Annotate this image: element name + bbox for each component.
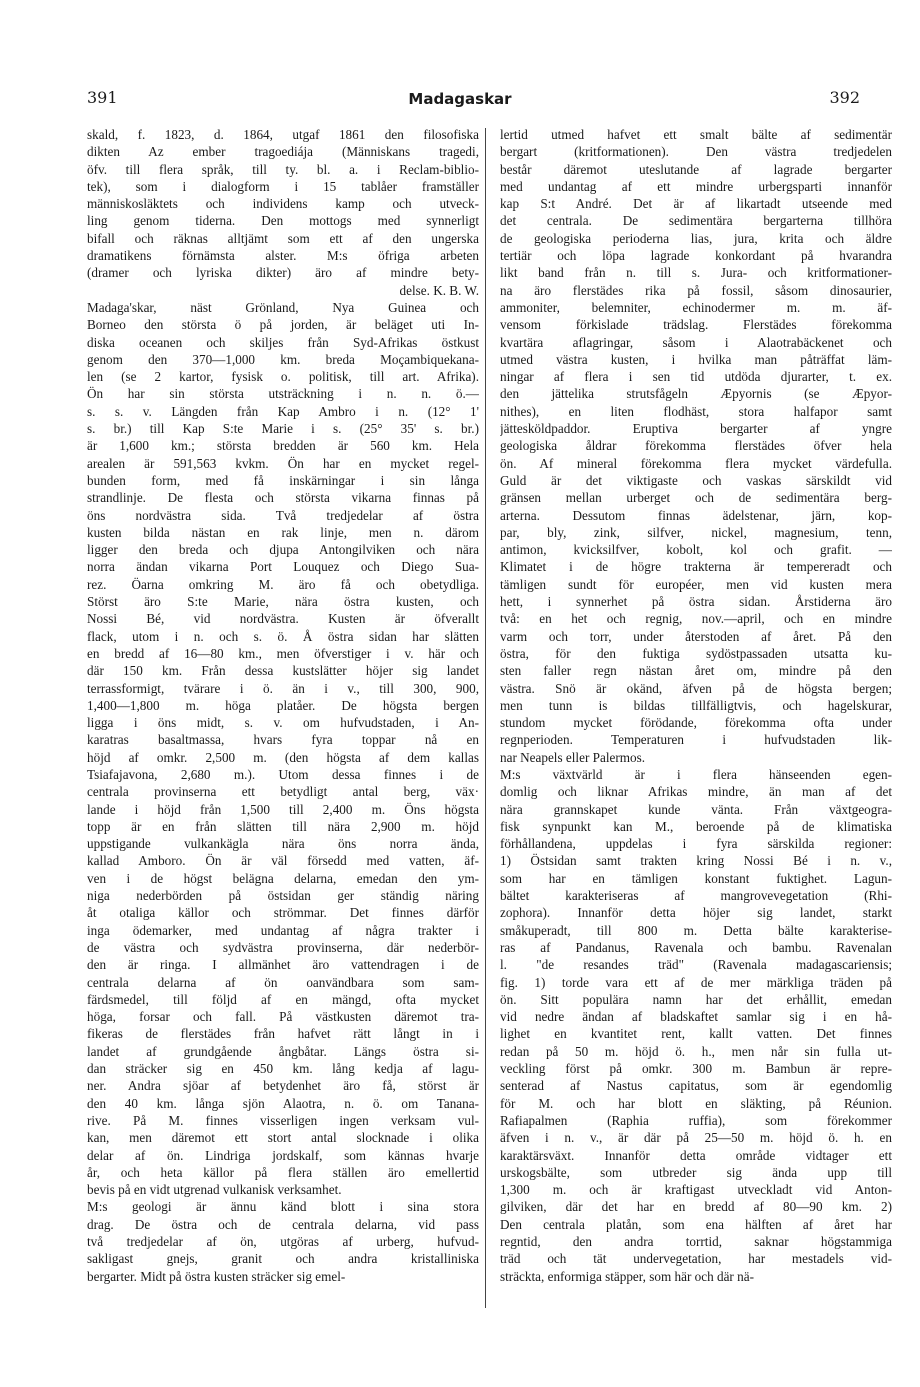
text-line: terrassformigt, tvärare i ö. än i v., till 300, 900,	[87, 680, 479, 696]
text-line: tek), som i dialogform i 15 tablåer framställer	[87, 178, 479, 194]
text-line: tertiär och löpa lagrade konkordant på hvarandra	[500, 248, 892, 264]
text-line: den jättelika strutsfågeln Æpyornis (se Æpyor-	[500, 386, 892, 402]
text-line: topp är en från slätten till nära 2,900 m. höjd	[87, 818, 479, 834]
text-line: inga ödemarker, med undantag af några trakter i	[87, 922, 479, 938]
text-line: karatras basaltmassa, hvars fyra toppar nå en	[87, 732, 479, 748]
text-line: ner. Andra sjöar af betydenhet äro få, störst är	[87, 1078, 479, 1094]
text-line: dikten Az ember tragoediája (Människans tragedi,	[87, 144, 479, 160]
text-line: lande i höjd från 1,500 till 2,400 m. Öns högsta	[87, 801, 479, 817]
text-line: Madaga'skar, näst Grönland, Nya Guinea och	[87, 299, 479, 315]
text-line: centrala delarna af ön oanvändbara som sam-	[87, 974, 479, 990]
text-line: den 40 km. långa sjön Alaotra, n. ö. om Tanana-	[87, 1095, 479, 1111]
text-line: niga nederbörden på östsidan ger ständig näring	[87, 888, 479, 904]
text-line: M:s växtvärld är i flera hänseenden egen-	[500, 766, 892, 782]
text-line: ön. Af mineral förekomma flera mycket värdefulla.	[500, 455, 892, 471]
text-line: skald, f. 1823, d. 1864, utgaf 1861 den filosofiska	[87, 127, 479, 142]
text-line: drag. De östra och de centrala delarna, vid pass	[87, 1216, 479, 1232]
text-line: l. "de resandes träd" (Ravenala madagascariensis;	[500, 957, 892, 973]
text-line: bergarter. Midt på östra kusten sträcker sig emel-	[87, 1268, 346, 1284]
text-line: kan, men däremot ett stort antal slocknade i olika	[87, 1130, 479, 1146]
text-line: men tunn is bildas tillfälligtvis, och hagelskurar,	[500, 697, 892, 713]
text-line: ras af Pandanus, Ravenala och bambu. Ravenalan	[500, 939, 892, 955]
text-line: gilviken, där det har en bredd af 80—90 km. 2)	[500, 1199, 892, 1215]
text-line: ningar af flera i sen tid utdöda djurarter, t. ex.	[500, 369, 892, 385]
text-line: rive. På M. finnes visserligen ingen verksam vul-	[87, 1112, 479, 1128]
text-line: det centrala. De sedimentära bergarterna tillhöra	[500, 213, 892, 229]
text-line: öns nordvästra sida. Två tredjedelar af östra	[87, 507, 479, 523]
text-line: Klimatet i de högre trakterna är tempereradt och	[500, 559, 892, 575]
text-line: bunden form, med få inskärningar i sin långa	[87, 472, 479, 488]
page-number-left: 391	[87, 88, 118, 107]
text-line: småkuperadt, till 800 m. Detta bälte karakterise-	[500, 922, 892, 938]
text-line: åt otaliga källor och strömmar. Det finnes därför	[87, 905, 479, 921]
text-line: bältet karakteriseras af mangrovevegetation (Rhi-	[500, 888, 892, 904]
text-line: nar Neapels eller Palermos.	[500, 749, 646, 765]
text-line: består däremot uteslutande af lagrade bergarter	[500, 161, 892, 177]
text-line: centrala provinserna ett betydligt antal berg, väx·	[87, 784, 479, 800]
text-line: östra, för den fuktiga sydöstpassaden utsatta ku-	[500, 645, 892, 661]
text-line: senterad af Nastus capitatus, som är egendomlig	[500, 1078, 892, 1094]
text-line: ligga i öns midt, s. v. om hufvudstaden, i An-	[87, 715, 479, 731]
text-line: ammoniter, belemniter, echinodermer m. m. äf-	[500, 299, 892, 315]
text-line: Störst äro S:te Marie, nära östra kusten, och	[87, 594, 479, 610]
text-line: redan på 50 m. höjd ö. h., men når sin fulla ut-	[500, 1043, 892, 1059]
text-line: två: en het och regnig, nov.—april, och en mindre	[500, 611, 892, 627]
text-line: likt band från n. till s. Jura- och kritformationer-	[500, 265, 892, 281]
text-line: kallad Amboro. Ön är väl försedd med vatten, äf-	[87, 853, 479, 869]
text-line: fikeras de flerstädes från hafvet rätt långt in i	[87, 1026, 479, 1042]
text-line: domlig och liknar Afrikas mindre, än man af det	[500, 784, 892, 800]
text-line: bevis på en vidt utgrenad vulkanisk verksamhet.	[87, 1182, 342, 1198]
page-number-right: 392	[829, 88, 860, 107]
text-line: lertid utmed hafvet ett smalt bälte af sedimentär	[500, 127, 892, 142]
text-line: delse. K. B. W.	[399, 282, 479, 298]
text-line: två tredjedelar af ön, utgöras af urberg, hufvud-	[87, 1234, 479, 1249]
text-line: arealen är 591,563 kvkm. Ön har en mycket regel-	[87, 455, 479, 471]
text-line: höga, forsar och fall. På västkusten däremot tra-	[87, 1009, 479, 1025]
text-line: nära grannskapet kunde vänta. Från växtgeogra-	[500, 801, 892, 817]
text-line: lighet en kvantitet rent, kallt vatten. Det finnes	[500, 1026, 892, 1042]
text-line: förhållandena, uppdelas i fyra särskilda regioner:	[500, 836, 892, 852]
text-line: kap S:t André. Det är af likartadt utseende med	[500, 196, 892, 212]
text-line: s. br.) till Kap S:te Marie i s. (25° 35' s. br.)	[87, 421, 479, 437]
text-line: 1,300 m. och är kraftigast utveckladt vid Anton-	[500, 1182, 892, 1198]
text-line: (dramer och lyriska dikter) äro af mindre bety-	[87, 265, 479, 281]
right-text-column	[500, 126, 892, 1285]
text-line: par, bly, zink, silfver, nickel, magnesium, tenn,	[500, 524, 892, 540]
text-line: zophora). Innanför detta höjer sig landet, starkt	[500, 905, 892, 921]
text-line: strandlinje. De flesta och största vikarna finnas på	[87, 490, 479, 506]
text-line: dan sträcker sig en 450 km. lång kedja af lagu-	[87, 1061, 479, 1077]
text-line: 1,400—1,800 m. höga platåer. De högsta bergen	[87, 697, 479, 713]
text-line: vensom förkislade trädslag. Flerstädes förekomma	[500, 317, 892, 333]
text-line: delar af ön. Lindriga jordskalf, som kännas hvarje	[87, 1147, 479, 1163]
text-line: na äro flerstädes rika på fossil, såsom dinosaurier,	[500, 282, 892, 298]
text-line: Guld är det viktigaste och vaskas särskildt vid	[500, 472, 892, 488]
text-line: karaktärsväxt. Innanför detta område vidtager ett	[500, 1147, 892, 1163]
text-line: Den centrala platån, som ena hälften af året har	[500, 1216, 892, 1232]
text-line: diska oceanen och skiljes från Syd-Afrikas östkust	[87, 334, 479, 350]
text-line: de geologiska perioderna lias, jura, krita och äldre	[500, 230, 892, 246]
text-line: sträckta, enformiga stäpper, som här och där nä-	[500, 1268, 754, 1284]
text-line: Rafiapalmen (Raphia ruffia), som förekommer	[500, 1112, 892, 1128]
text-line: stundom mycket förödande, förekomma ofta under	[500, 715, 892, 731]
page-title: Madagaskar	[408, 90, 512, 108]
text-line: år, och heta källor på flera ställen äro emellertid	[87, 1164, 479, 1180]
text-line: höjd af omkr. 2,500 m. (den högsta af dem kallas	[87, 749, 479, 765]
text-line: en bredd af 16—80 km., men öfverstiger i v. här och	[87, 645, 479, 661]
text-line: len (se 2 kartor, fysisk o. politisk, till art. Afrika).	[87, 369, 479, 385]
text-line: kvartära aflagringar, såsom i Alaotrabäckenet och	[500, 334, 892, 350]
text-line: M:s geologi är ännu känd blott i sina stora	[87, 1199, 479, 1215]
text-line: flack, utom i n. och s. ö. Å östra sidan har slätten	[87, 628, 479, 644]
text-line: jättesköldpaddor. Eruptiva bergarter af yngre	[500, 421, 892, 437]
text-line: där 150 km. Från dessa kustslätter höjer sig landet	[87, 663, 479, 679]
text-line: sten faller regn nästan året om, mindre på den	[500, 663, 892, 679]
text-line: geologiska åldrar förekomma flerstädes öfver hela	[500, 438, 892, 454]
text-line: Borneo den största ö på jorden, är beläget uti In-	[87, 317, 479, 333]
text-line: kusten bilda nästan en rak linje, men n. därom	[87, 524, 479, 540]
text-line: norra ändan vikarna Port Louquez och Diego Sua-	[87, 559, 479, 575]
text-line: nithes), en liten flodhäst, stora halfapor samt	[500, 403, 892, 419]
text-line: arterna. Dessutom finnas ädelstenar, järn, kop-	[500, 507, 892, 523]
left-text-column	[87, 126, 479, 1285]
text-line: vid nedre ändan af bladskaftet samlar sig i en hå-	[500, 1009, 892, 1025]
text-line: uppstigande vulkankägla nära öns norra ända,	[87, 836, 479, 852]
text-line: bifall och räknas alltjämt som ett af den ungerska	[87, 230, 479, 246]
text-line: som har en tämligen konstant fuktighet. Lagun-	[500, 870, 892, 886]
text-line: rez. Öarna omkring M. äro få och obetydliga.	[87, 576, 479, 592]
text-line: med undantag af ett mindre urbergsparti innanför	[500, 178, 892, 194]
text-line: fisk synpunkt kan M., beroende på de klimatiska	[500, 818, 892, 834]
text-line: för M. och har blott en släkting, på Réunion.	[500, 1095, 892, 1111]
text-line: färdsmedel, till följd af en mängd, ofta mycket	[87, 991, 479, 1007]
text-line: träd och tät undervegetation, har mestadels vid-	[500, 1251, 892, 1267]
text-line: hett, i synnerhet på östra sidan. Årstiderna äro	[500, 594, 892, 610]
text-line: sakligast gnejs, granit och andra kristalliniska	[87, 1251, 479, 1267]
text-line: Tsiafajavona, 2,680 m.). Utom dessa finnes i de	[87, 766, 479, 782]
text-line: s. s. v. Längden från Kap Ambro i n. (12° 1'	[87, 403, 479, 419]
text-line: Nossi Bé, vid nordvästra. Kusten är öfverallt	[87, 611, 479, 627]
text-line: de västra och sydvästra provinserna, där nederbör-	[87, 939, 479, 955]
text-line: veckling först på omkr. 300 m. Bambun är repre-	[500, 1061, 892, 1077]
text-line: ven i de högst belägna delarna, emedan den ym-	[87, 870, 479, 886]
text-line: ling genom tiderna. Den mottogs med synnerligt	[87, 213, 479, 229]
text-line: den är ringa. I allmänhet äro vattendragen i de	[87, 957, 479, 973]
text-line: gränsen mellan urberget och de sedimentära berg-	[500, 490, 892, 506]
text-line: tämligen sundt för européer, men vid kusten mera	[500, 576, 892, 592]
text-line: landet af grundgående ångbåtar. Längs östra si-	[87, 1043, 479, 1059]
text-line: dramatikens förnämsta alster. M:s öfriga arbeten	[87, 248, 479, 264]
text-line: ön. Sitt populära namn har det erhållit, emedan	[500, 991, 892, 1007]
text-line: urskogsbälte, som utbreder sig ända upp till	[500, 1164, 892, 1180]
text-line: människosläktets och individens kamp och utveck-	[87, 196, 479, 212]
column-divider	[485, 128, 486, 1308]
text-line: 1) Östsidan samt trakten kring Nossi Bé i n. v.,	[500, 853, 892, 869]
text-line: fig. 1) torde vara ett af de mer märkliga träden på	[500, 974, 892, 990]
text-line: bergart (kritformationen). Den västra tredjedelen	[500, 144, 892, 160]
text-line: genom den 370—1,000 km. breda Moçambiquekana-	[87, 351, 479, 367]
text-line: äfven i n. v., är där på 25—50 m. höjd ö. h. en	[500, 1130, 892, 1146]
text-line: utmed västra kusten, i hvilka man påträffat läm-	[500, 351, 892, 367]
text-line: är 1,600 km.; största bredden är 560 km. Hela	[87, 438, 479, 454]
text-line: västra. Snö är okänd, äfven på de högsta bergen;	[500, 680, 892, 696]
text-line: regnperioden. Temperaturen i hufvudstaden lik-	[500, 732, 892, 748]
text-line: öfv. till flera språk, till ty. bl. a. i Reclam-biblio-	[87, 161, 479, 177]
text-line: regntid, den andra torrtid, saknar högstammiga	[500, 1234, 892, 1249]
text-line: ligger den breda och djupa Antongilviken och nära	[87, 542, 479, 558]
text-line: varm och torr, under återstoden af året. På den	[500, 628, 892, 644]
text-line: antimon, kvicksilfver, kobolt, kol och grafit. —	[500, 542, 892, 558]
text-line: Ön har sin största utsträckning i n. n. ö.—	[87, 386, 479, 402]
